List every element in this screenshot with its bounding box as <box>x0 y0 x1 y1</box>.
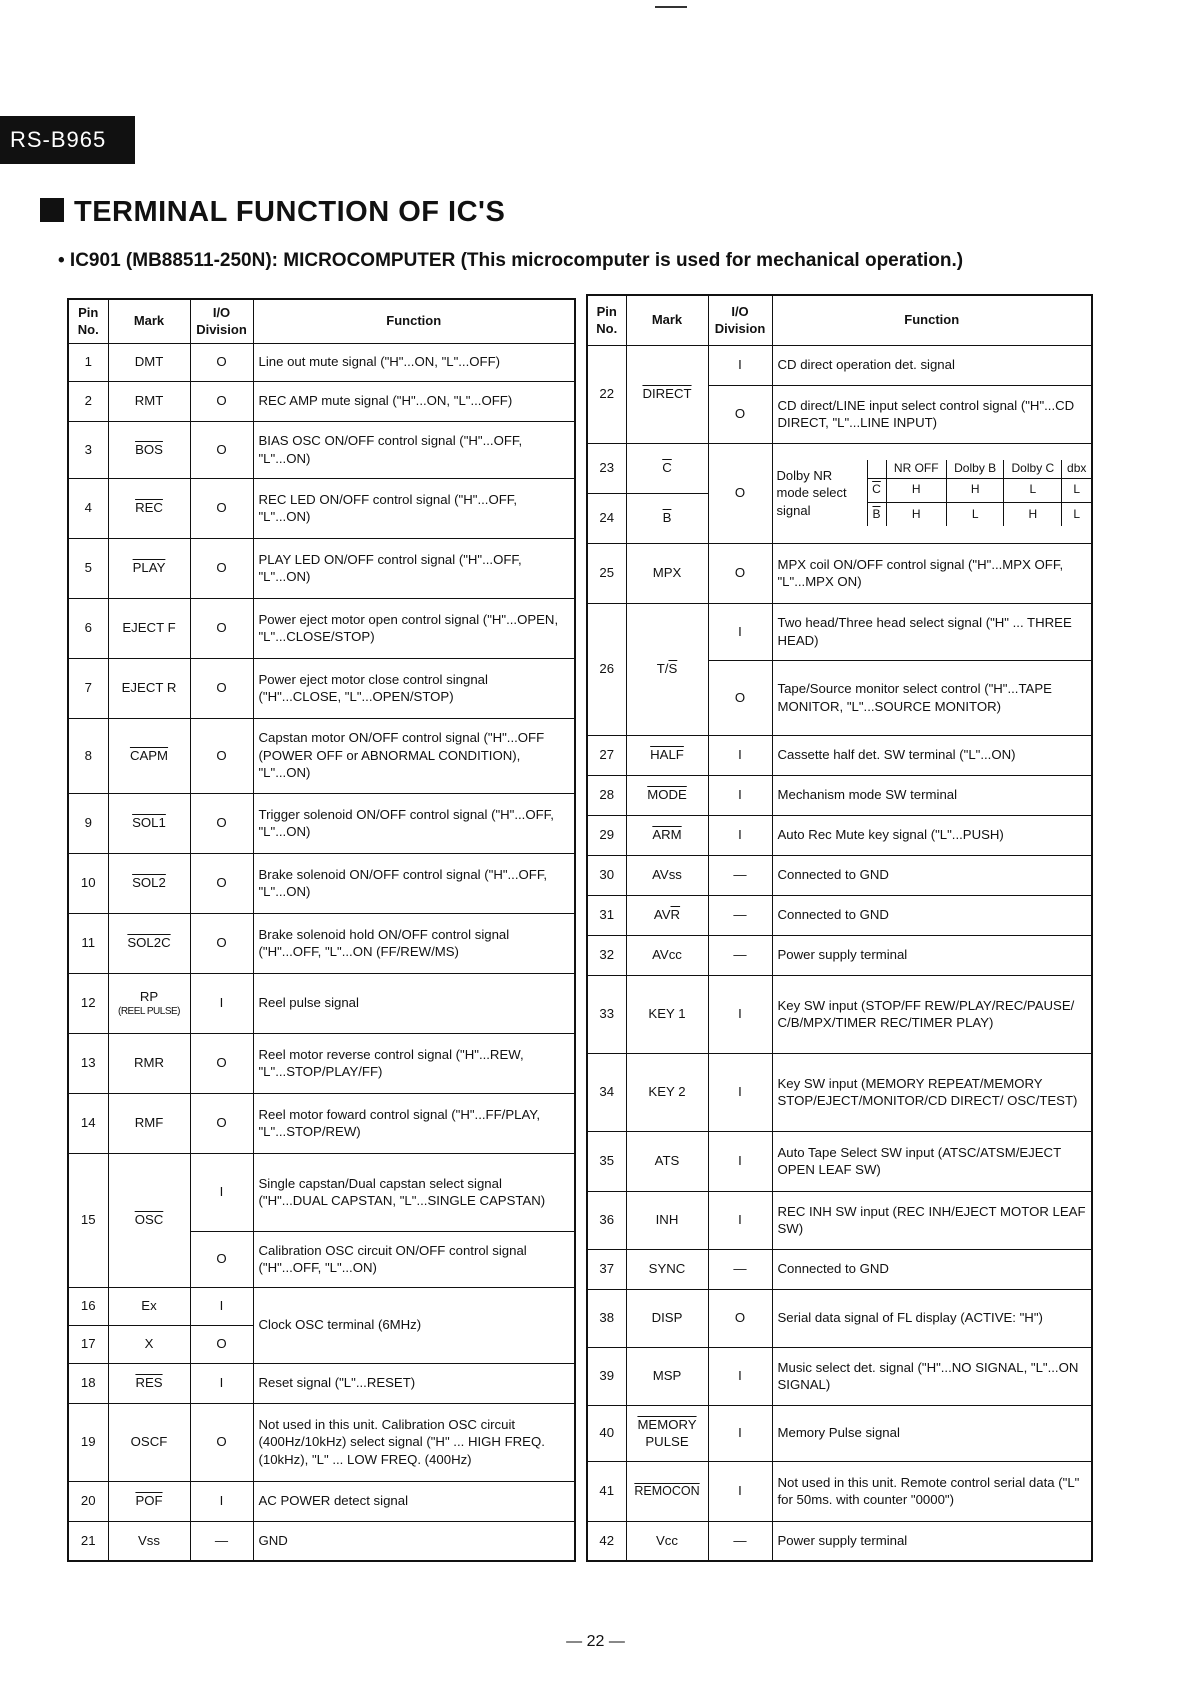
nr-value: H <box>886 502 947 526</box>
pin-mark: $\overline{C}$ <box>626 443 708 493</box>
nr-header: dbx <box>1062 460 1091 478</box>
pin-function: Clock OSC terminal (6MHz) <box>253 1287 575 1363</box>
pin-mark: PLAY <box>108 538 190 598</box>
header-function: Function <box>253 299 575 343</box>
pin-number: 41 <box>587 1461 626 1521</box>
pin-function: Auto Rec Mute key signal ("L"...PUSH) <box>772 815 1092 855</box>
pin-function: Calibration OSC circuit ON/OFF control signal ("H"...OFF, "L"...ON) <box>253 1231 575 1287</box>
section-title-text: TERMINAL FUNCTION OF IC'S <box>74 196 506 228</box>
pin-number: 7 <box>68 658 108 718</box>
pin-io: O <box>190 381 253 421</box>
pin-mark: RP <box>139 988 159 1004</box>
nr-value: L <box>1062 478 1091 502</box>
table-row <box>587 735 1092 775</box>
pin-number: 31 <box>587 895 626 935</box>
pin-function: Trigger solenoid ON/OFF control signal ("H"...OFF, "L"...ON) <box>253 793 575 853</box>
pin-function: Cassette half det. SW terminal ("L"...ON) <box>772 735 1092 775</box>
pin-function: Power eject motor open control signal ("H"...OPEN, "L"...CLOSE/STOP) <box>253 598 575 658</box>
pin-io: O <box>190 853 253 913</box>
pin-number: 42 <box>587 1521 626 1561</box>
pin-number: 14 <box>68 1093 108 1153</box>
pin-number: 8 <box>68 718 108 793</box>
pin-number: 38 <box>587 1289 626 1347</box>
table-row <box>68 973 575 1033</box>
pin-mark: $\overline{RES}$ <box>108 1363 190 1403</box>
dolby-nr-table <box>867 460 1092 526</box>
pin-number: 28 <box>587 775 626 815</box>
pin-mark-cell <box>108 973 190 1033</box>
table-row <box>68 1093 575 1153</box>
table-row <box>68 1481 575 1521</box>
table-row <box>587 1405 1092 1461</box>
nr-row-label-b: $\overline{B}$ <box>867 502 886 526</box>
pin-io: — <box>708 855 772 895</box>
pin-function: AC POWER detect signal <box>253 1481 575 1521</box>
pin-number: 24 <box>587 493 626 543</box>
pin-io: O <box>190 658 253 718</box>
pin-number: 40 <box>587 1405 626 1461</box>
pin-io: — <box>708 1249 772 1289</box>
terminal-table-left <box>67 298 576 1562</box>
pin-io: I <box>708 1131 772 1191</box>
pin-function: Serial data signal of FL display (ACTIVE: "H") <box>772 1289 1092 1347</box>
pin-io: O <box>190 1231 253 1287</box>
pin-mark: $\overline{REC}$ <box>108 478 190 538</box>
pin-io: O <box>708 385 772 443</box>
table-row <box>68 658 575 718</box>
pin-number: 4 <box>68 478 108 538</box>
table-row <box>587 603 1092 660</box>
pin-io: O <box>708 660 772 735</box>
pin-function: Power eject motor close control singnal ("H"...CLOSE, "L"...OPEN/STOP) <box>253 658 575 718</box>
page-number: — 22 — <box>566 1633 625 1650</box>
pin-mark: Ex <box>108 1287 190 1325</box>
nr-value: L <box>947 502 1004 526</box>
table-row <box>587 1053 1092 1131</box>
table-row <box>587 1461 1092 1521</box>
pin-function: CD direct/LINE input select control signal ("H"...CD DIRECT, "L"...LINE INPUT) <box>772 385 1092 443</box>
table-row <box>587 935 1092 975</box>
pin-number: 9 <box>68 793 108 853</box>
pin-io: I <box>708 735 772 775</box>
pin-function: Single capstan/Dual capstan select signal ("H"...DUAL CAPSTAN, "L"...SINGLE CAPSTAN) <box>253 1153 575 1231</box>
pin-io: O <box>190 598 253 658</box>
table-row <box>587 895 1092 935</box>
nr-header: Dolby C <box>1004 460 1062 478</box>
pin-mark: SOL1 <box>108 793 190 853</box>
pin-io: I <box>708 775 772 815</box>
pin-number: 33 <box>587 975 626 1053</box>
pin-io: O <box>708 443 772 543</box>
pin-function: Reel motor foward control signal ("H"...FF/PLAY, "L"...STOP/REW) <box>253 1093 575 1153</box>
pin-io: I <box>708 1347 772 1405</box>
nr-header: NR OFF <box>886 460 947 478</box>
table-row <box>68 1033 575 1093</box>
pin-io: — <box>708 935 772 975</box>
pin-number: 19 <box>68 1403 108 1481</box>
pin-io: I <box>708 1191 772 1249</box>
table-row <box>587 443 1092 493</box>
pin-mark-sub: PULSE <box>645 1434 689 1449</box>
nr-value: L <box>1004 478 1062 502</box>
pin-number: 5 <box>68 538 108 598</box>
table-row <box>68 478 575 538</box>
pin-function: REC AMP mute signal ("H"...ON, "L"...OFF) <box>253 381 575 421</box>
pin-function: REC INH SW input (REC INH/EJECT MOTOR LEAF SW) <box>772 1191 1092 1249</box>
header-mark: Mark <box>626 295 708 345</box>
pin-function: Tape/Source monitor select control ("H"...TAPE MONITOR, "L"...SOURCE MONITOR) <box>772 660 1092 735</box>
pin-mark: SOL2C <box>108 913 190 973</box>
pin-mark: DMT <box>108 343 190 381</box>
nr-value: L <box>1062 502 1091 526</box>
pin-io: O <box>190 793 253 853</box>
pin-mark: EJECT R <box>108 658 190 718</box>
pin-io: O <box>190 1325 253 1363</box>
pin-number: 22 <box>587 345 626 443</box>
pin-number: 39 <box>587 1347 626 1405</box>
pin-function: Power supply terminal <box>772 935 1092 975</box>
dolby-nr-layout <box>773 460 1092 526</box>
table-row <box>68 421 575 478</box>
nr-row-label-c: $\overline{C}$ <box>867 478 886 502</box>
pin-io: I <box>190 973 253 1033</box>
pin-mark: $\overline{BOS}$ <box>108 421 190 478</box>
pin-io: O <box>708 1289 772 1347</box>
section-title <box>40 196 505 229</box>
pin-function: Capstan motor ON/OFF control signal ("H"...OFF (POWER OFF or ABNORMAL CONDITION), "L"...ON) <box>253 718 575 793</box>
pin-mark: INH <box>626 1191 708 1249</box>
pin-function: Power supply terminal <box>772 1521 1092 1561</box>
pin-io: O <box>190 718 253 793</box>
table-row <box>68 793 575 853</box>
pin-number: 12 <box>68 973 108 1033</box>
pin-mark: $T/\overline{S}$ <box>626 603 708 735</box>
header-pin-no: Pin No. <box>587 295 626 345</box>
table-row <box>68 381 575 421</box>
pin-function: CD direct operation det. signal <box>772 345 1092 385</box>
table-row <box>587 1289 1092 1347</box>
pin-io: O <box>190 1403 253 1481</box>
dolby-nr-cell <box>772 443 1092 543</box>
pin-io: I <box>708 1053 772 1131</box>
nr-value: H <box>1004 502 1062 526</box>
pin-function: BIAS OSC ON/OFF control signal ("H"...OFF, "L"...ON) <box>253 421 575 478</box>
pin-mark: HALF <box>626 735 708 775</box>
pin-io: — <box>190 1521 253 1561</box>
pin-number: 32 <box>587 935 626 975</box>
top-mark <box>655 6 687 8</box>
pin-function: Connected to GND <box>772 855 1092 895</box>
pin-io: O <box>190 538 253 598</box>
pin-mark: $\overline{POF}$ <box>108 1481 190 1521</box>
nr-value: H <box>886 478 947 502</box>
pin-mark: EJECT F <box>108 598 190 658</box>
table-row <box>68 1287 575 1325</box>
pin-io: I <box>708 1461 772 1521</box>
pin-function: MPX coil ON/OFF control signal ("H"...MPX OFF, "L"...MPX ON) <box>772 543 1092 603</box>
pin-number: 35 <box>587 1131 626 1191</box>
pin-function: Reset signal ("L"...RESET) <box>253 1363 575 1403</box>
pin-io: I <box>708 815 772 855</box>
bullet-square-icon <box>40 198 64 222</box>
pin-mark: SOL2 <box>108 853 190 913</box>
pin-number: 20 <box>68 1481 108 1521</box>
pin-function: Memory Pulse signal <box>772 1405 1092 1461</box>
pin-number: 36 <box>587 1191 626 1249</box>
pin-mark: Vcc <box>626 1521 708 1561</box>
nr-value: H <box>947 478 1004 502</box>
pin-number: 30 <box>587 855 626 895</box>
table-row <box>68 718 575 793</box>
pin-io: O <box>190 1093 253 1153</box>
pin-function: Not used in this unit. Remote control serial data ("L" for 50ms. with counter "0000") <box>772 1461 1092 1521</box>
pin-mark: MODE <box>626 775 708 815</box>
model-tag: RS-B965 <box>0 116 135 164</box>
pin-io: O <box>190 478 253 538</box>
nr-header: Dolby B <box>947 460 1004 478</box>
pin-mark: $AV\overline{R}$ <box>626 895 708 935</box>
pin-number: 16 <box>68 1287 108 1325</box>
pin-mark: Vss <box>108 1521 190 1561</box>
table-row <box>68 853 575 913</box>
pin-function: Reel motor reverse control signal ("H"...REW, "L"...STOP/PLAY/FF) <box>253 1033 575 1093</box>
pin-number: 11 <box>68 913 108 973</box>
header-io: I/O Division <box>190 299 253 343</box>
pin-number: 6 <box>68 598 108 658</box>
pin-mark: SYNC <box>626 1249 708 1289</box>
pin-function: Mechanism mode SW terminal <box>772 775 1092 815</box>
pin-mark: RMF <box>108 1093 190 1153</box>
pin-io: O <box>190 1033 253 1093</box>
pin-io: I <box>708 975 772 1053</box>
table-header-row <box>68 299 575 343</box>
pin-mark: $\overline{B}$ <box>626 493 708 543</box>
pin-number: 2 <box>68 381 108 421</box>
pin-function: Auto Tape Select SW input (ATSC/ATSM/EJECT OPEN LEAF SW) <box>772 1131 1092 1191</box>
pin-mark: MSP <box>626 1347 708 1405</box>
pin-number: 26 <box>587 603 626 735</box>
pin-number: 25 <box>587 543 626 603</box>
table-row <box>587 1347 1092 1405</box>
pin-number: 15 <box>68 1153 108 1287</box>
pin-io: I <box>190 1153 253 1231</box>
pin-io: I <box>190 1363 253 1403</box>
header-pin-no: Pin No. <box>68 299 108 343</box>
pin-io: I <box>708 345 772 385</box>
pin-number: 3 <box>68 421 108 478</box>
header-function: Function <box>772 295 1092 345</box>
pin-io: O <box>190 421 253 478</box>
pin-mark: DISP <box>626 1289 708 1347</box>
nr-corner <box>867 460 886 478</box>
pin-io: I <box>708 603 772 660</box>
pin-mark: CAPM <box>108 718 190 793</box>
table-row <box>68 1363 575 1403</box>
pin-function: Line out mute signal ("H"...ON, "L"...OFF) <box>253 343 575 381</box>
pin-mark: $\overline{OSC}$ <box>108 1153 190 1287</box>
pin-mark: KEY 2 <box>626 1053 708 1131</box>
terminal-table-right <box>586 294 1093 1562</box>
pin-function: Connected to GND <box>772 895 1092 935</box>
table-header-row <box>587 295 1092 345</box>
pin-number: 37 <box>587 1249 626 1289</box>
pin-function: PLAY LED ON/OFF control signal ("H"...OFF, "L"...ON) <box>253 538 575 598</box>
pin-io: — <box>708 895 772 935</box>
pin-number: 18 <box>68 1363 108 1403</box>
pin-mark: MPX <box>626 543 708 603</box>
pin-number: 17 <box>68 1325 108 1363</box>
pin-mark: $\overline{ARM}$ <box>626 815 708 855</box>
pin-number: 13 <box>68 1033 108 1093</box>
pin-io: I <box>190 1481 253 1521</box>
pin-number: 1 <box>68 343 108 381</box>
pin-io: O <box>190 913 253 973</box>
pin-function: Brake solenoid ON/OFF control signal ("H"...OFF, "L"...ON) <box>253 853 575 913</box>
pin-mark: ATS <box>626 1131 708 1191</box>
pin-io: I <box>190 1287 253 1325</box>
pin-mark-cell <box>626 1405 708 1461</box>
table-row <box>68 1153 575 1231</box>
pin-number: 23 <box>587 443 626 493</box>
pin-mark: REMOCON <box>626 1461 708 1521</box>
table-row <box>587 975 1092 1053</box>
pin-io: I <box>708 1405 772 1461</box>
pin-io: — <box>708 1521 772 1561</box>
pin-function: Music select det. signal ("H"...NO SIGNAL, "L"...ON SIGNAL) <box>772 1347 1092 1405</box>
pin-io: O <box>708 543 772 603</box>
pin-mark: MEMORY <box>637 1416 697 1432</box>
header-io: I/O Division <box>708 295 772 345</box>
pin-mark: RMR <box>108 1033 190 1093</box>
pin-number: 21 <box>68 1521 108 1561</box>
pin-mark: AVcc <box>626 935 708 975</box>
pin-function: REC LED ON/OFF control signal ("H"...OFF, "L"...ON) <box>253 478 575 538</box>
dolby-nr-label: Dolby NR mode select signal <box>776 467 847 518</box>
table-row <box>587 775 1092 815</box>
table-row <box>587 345 1092 385</box>
table-row <box>587 815 1092 855</box>
pin-mark: KEY 1 <box>626 975 708 1053</box>
pin-function: Brake solenoid hold ON/OFF control signal ("H"...OFF, "L"...ON (FF/REW/MS) <box>253 913 575 973</box>
table-row <box>68 1403 575 1481</box>
pin-function: Not used in this unit. Calibration OSC circuit (400Hz/10kHz) select signal ("H" ... HIGH FREQ. (10kHz), "L" ... LOW FREQ. (400Hz) <box>253 1403 575 1481</box>
header-mark: Mark <box>108 299 190 343</box>
pin-mark: AVss <box>626 855 708 895</box>
table-row <box>587 1521 1092 1561</box>
pin-number: 29 <box>587 815 626 855</box>
pin-io: O <box>190 343 253 381</box>
table-row <box>68 598 575 658</box>
table-row <box>587 1249 1092 1289</box>
pin-function: Connected to GND <box>772 1249 1092 1289</box>
table-row <box>587 1131 1092 1191</box>
pin-function: Reel pulse signal <box>253 973 575 1033</box>
pin-number: 10 <box>68 853 108 913</box>
pin-function: Key SW input (STOP/FF REW/PLAY/REC/PAUSE/ C/B/MPX/TIMER REC/TIMER PLAY) <box>772 975 1092 1053</box>
table-row <box>68 913 575 973</box>
pin-mark: RMT <box>108 381 190 421</box>
table-row <box>587 855 1092 895</box>
pin-function: Key SW input (MEMORY REPEAT/MEMORY STOP/EJECT/MONITOR/CD DIRECT/ OSC/TEST) <box>772 1053 1092 1131</box>
table-row <box>587 543 1092 603</box>
table-row <box>68 538 575 598</box>
pin-function: GND <box>253 1521 575 1561</box>
pin-mark-sub: (REEL PULSE) <box>118 1006 180 1018</box>
pin-number: 34 <box>587 1053 626 1131</box>
subtitle: • IC901 (MB88511-250N): MICROCOMPUTER (This microcomputer is used for mechanical operation.) <box>58 250 964 271</box>
table-row <box>68 1521 575 1561</box>
pin-mark: DIRECT <box>626 345 708 443</box>
pin-function: Two head/Three head select signal ("H" ... THREE HEAD) <box>772 603 1092 660</box>
table-row <box>68 343 575 381</box>
table-row <box>587 1191 1092 1249</box>
pin-mark: OSCF <box>108 1403 190 1481</box>
pin-mark: X <box>108 1325 190 1363</box>
pin-number: 27 <box>587 735 626 775</box>
